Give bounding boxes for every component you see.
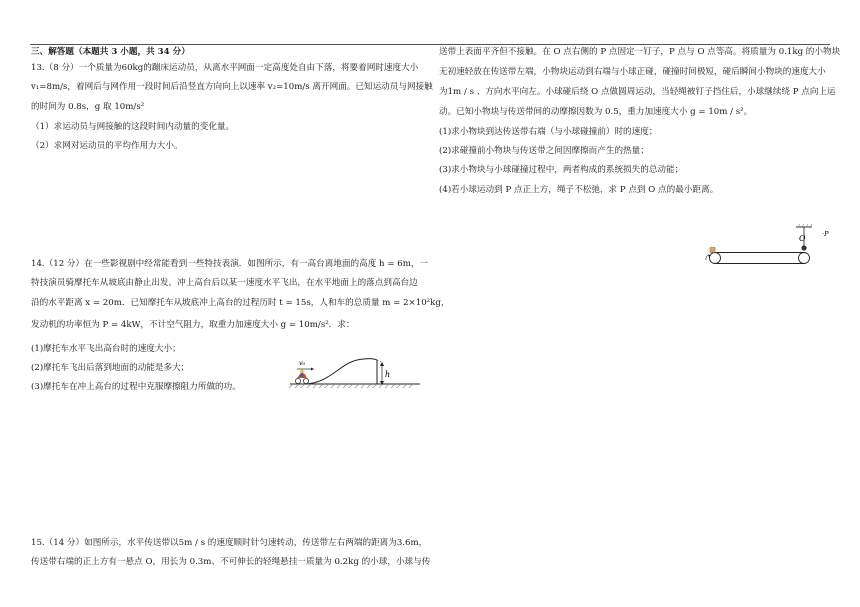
small-block	[710, 248, 715, 253]
q15-cont-line-4: 动。已知小物块与传送带间的动摩擦因数为 0.5，重力加速度大小 g = 10m / s²。	[439, 107, 753, 117]
q15-line-2: 传送带右端的正上方有一悬点 O，用长为 0.3m、不可伸长的轻绳悬挂一质量为 0.2kg 的小球，小球与传	[31, 557, 431, 567]
q13-line-1: 13.（8 分）一个质量为60kg的蹦床运动员，从离水平网面一定高度处自由下落，将要着网时速度大小	[31, 63, 419, 73]
q14-part-3: (3)摩托车在冲上高台的过程中克服摩擦阻力所做的功。	[31, 382, 241, 392]
q14-v-label: v₀	[299, 359, 306, 367]
q15-p-label: ·P	[822, 230, 829, 238]
q13-line-2: v₁=8m/s，着网后与网作用一段时间后沿竖直方向向上以速率 v₂=10m/s 离开网面。已知运动员与网接触	[31, 82, 433, 92]
q15-part-3: (3)求小物块与小球碰撞过程中，两者构成的系统损失的总动能；	[439, 165, 684, 175]
q15-part-4: (4)若小球运动到 P 点正上方，绳子不松弛，求 P 点到 O 点的最小距离。	[439, 185, 719, 195]
q13-part-2: （2）求网对运动员的平均作用力大小。	[31, 141, 183, 151]
q15-cont-line-1: 送带上表面平齐但不接触。在 O 点右侧的 P 点固定一钉子，P 点与 O 点等高。将质量为 0.1kg 的小物块	[439, 47, 841, 57]
q14-line-4: 发动机的功率恒为 P = 4kW，不计空气阻力，取重力加速度大小 g = 10m/s²．求：	[31, 320, 355, 330]
q14-ramp-figure	[285, 352, 425, 397]
q15-part-2: (2)求碰撞前小物块与传送带之间因摩擦而产生的热量；	[439, 146, 649, 156]
right-pulley	[799, 253, 810, 264]
motorcycle-rider-icon	[295, 370, 308, 384]
q13-line-3: 的时间为 0.8s，g 取 10m/s²	[31, 102, 145, 112]
left-pulley	[710, 253, 721, 264]
q13-part-1: （1）求运动员与网接触的这段时间内动量的变化量。	[31, 122, 235, 132]
q15-part-1: (1)求小物块到达传送带右端（与小球碰撞前）时的速度；	[439, 127, 658, 137]
q14-line-2: 特技演员骑摩托车从坡底由静止出发，冲上高台后以某一速度水平飞出，在水平地面上的落点到高台边	[31, 278, 418, 288]
q15-cont-line-2: 无初速轻放在传送带左端，小物块运动到右端与小球正碰，碰撞时间极短，碰后瞬间小物块的速度大小	[439, 67, 826, 77]
q14-line-1: 14.（12 分）在一些影视剧中经常能看到一些特技表演．如图所示，有一高台离地面的高度 h = 6m，一	[31, 259, 429, 269]
q15-o-label: O	[799, 234, 806, 243]
pendulum-ball	[801, 245, 806, 250]
q15-conveyor-figure	[700, 222, 840, 272]
top-rule	[30, 44, 830, 45]
q14-part-1: (1)摩托车水平飞出高台时的速度大小；	[31, 344, 181, 354]
q15-line-1: 15.（14 分）如图所示，水平传送带以5m / s 的速度顺时针匀速转动，传送带左右两端的距离为3.6m，	[31, 538, 428, 548]
q14-h-label: h	[385, 370, 391, 379]
q15-cont-line-3: 为1m / s 、方向水平向左。小球碰后绕 O 点做圆周运动，当轻绳被钉子挡住后，小球继续绕 P 点向上运	[439, 87, 836, 97]
q14-part-2: (2)摩托车飞出后落到地面的动能是多大；	[31, 363, 190, 373]
q14-line-3: 沿的水平距离 x = 20m．已知摩托车从坡底冲上高台的过程历时 t = 15s，人和车的总质量 m = 2×10²kg，	[31, 298, 450, 308]
section-heading: 三、解答题（本题共 3 小题，共 34 分）	[31, 47, 190, 57]
